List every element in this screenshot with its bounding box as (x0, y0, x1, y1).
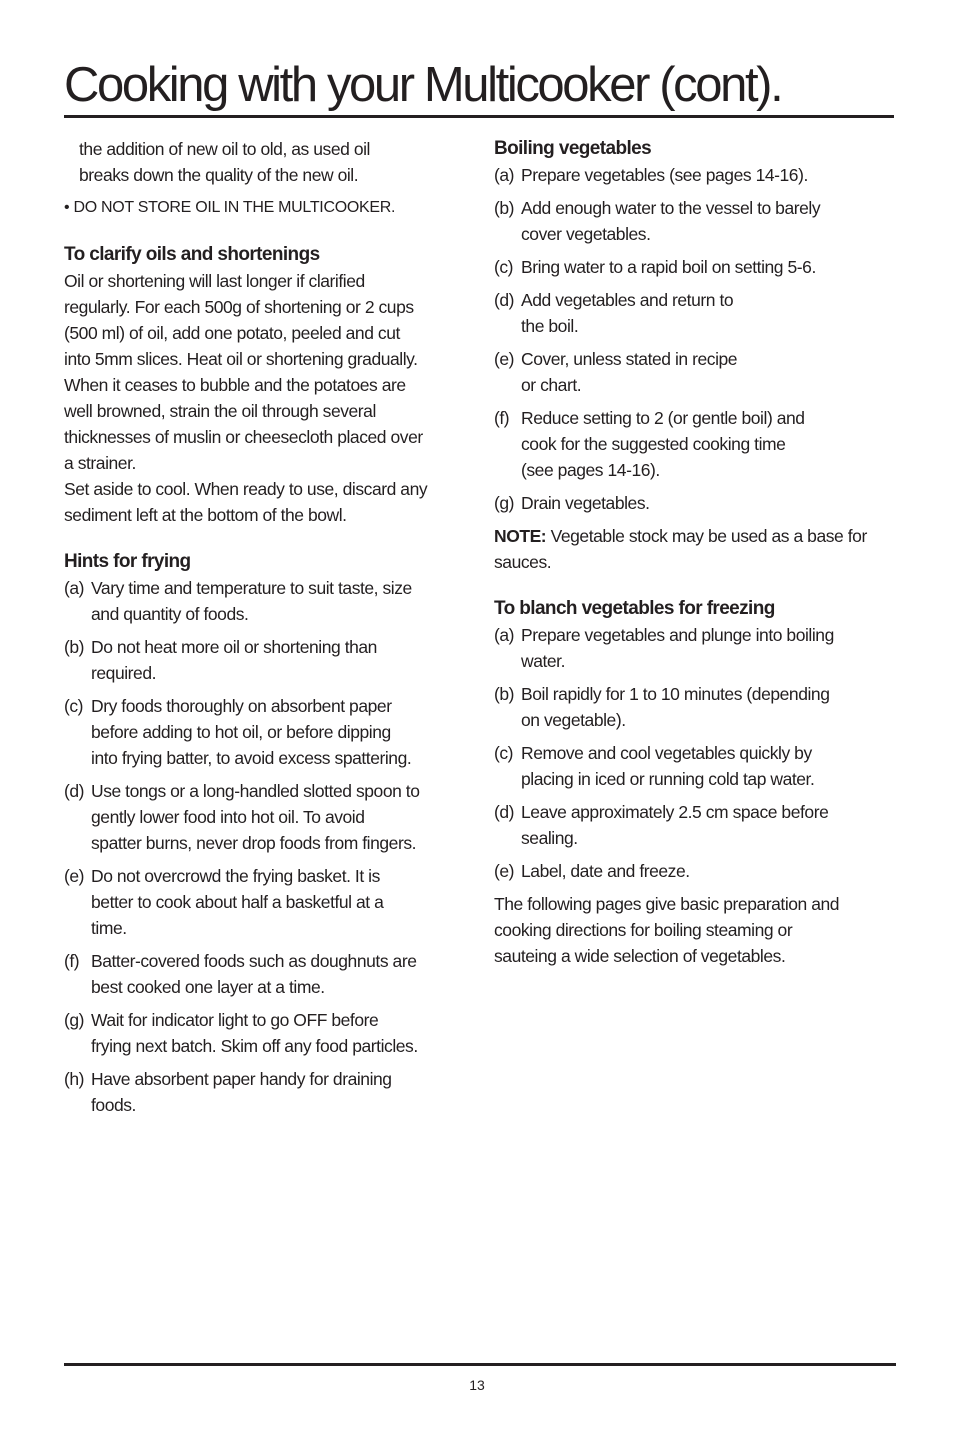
list-item (494, 858, 898, 884)
list-item (494, 681, 898, 733)
closing-paragraph: The following pages give basic preparation and cooking directions for boiling steaming or sauteing a wide selection of vegetables. (494, 894, 840, 966)
continuation-text: the addition of new oil to old, as used oil breaks down the quality of the new oil. (79, 139, 370, 185)
item-text: Use tongs or a long-handled slotted spoon to gently lower food into hot oil. To avoid spatter burns, never drop foods from fingers. (91, 781, 420, 853)
item-text: Add enough water to the vessel to barely cover vegetables. (521, 198, 821, 244)
list-item (64, 1007, 468, 1059)
item-label: (c) (494, 257, 514, 277)
footer-rule (64, 1363, 896, 1366)
list-item (494, 346, 898, 398)
list-item (64, 575, 468, 627)
item-label: (c) (494, 743, 514, 763)
item-label: (b) (64, 637, 85, 657)
item-text: Leave approximately 2.5 cm space before sealing. (521, 802, 829, 848)
item-label: (d) (494, 802, 515, 822)
list-item (494, 622, 898, 674)
boiling-note (494, 523, 898, 575)
item-text: Have absorbent paper handy for draining foods. (91, 1069, 392, 1115)
note-text: Vegetable stock may be used as a base for sauces. (494, 526, 867, 572)
note-label: NOTE: (494, 526, 547, 546)
item-text: Cover, unless stated in recipe or chart. (521, 349, 738, 395)
item-text: Do not heat more oil or shortening than required. (91, 637, 377, 683)
item-label: (f) (494, 408, 510, 428)
blanch-heading: To blanch vegetables for freezing (494, 598, 775, 619)
list-item (64, 863, 468, 941)
item-label: (b) (494, 198, 515, 218)
item-text: Prepare vegetables and plunge into boiling water. (521, 625, 834, 671)
item-label: (c) (64, 696, 84, 716)
item-text: Boil rapidly for 1 to 10 minutes (depending on vegetable). (521, 684, 830, 730)
item-text: Remove and cool vegetables quickly by placing in iced or running cold tap water. (521, 743, 815, 789)
item-text: Do not overcrowd the frying basket. It is better to cook about half a basketful at a time. (91, 866, 384, 938)
list-item (64, 693, 468, 771)
item-label: (a) (494, 625, 515, 645)
list-item (494, 254, 898, 280)
item-text: Label, date and freeze. (521, 861, 690, 881)
page-title: Cooking with your Multicooker (cont). (64, 58, 782, 112)
right-column (494, 136, 898, 969)
boiling-heading: Boiling vegetables (494, 138, 652, 159)
item-text: Prepare vegetables (see pages 14-16). (521, 165, 808, 185)
left-column (64, 136, 468, 1118)
item-text: Reduce setting to 2 (or gentle boil) and cook for the suggested cooking time (see pages 14-16). (521, 408, 805, 480)
list-item (64, 948, 468, 1000)
clarify-paragraph-1: Oil or shortening will last longer if clarified regularly. For each 500g of shortening or 2 cups (500 ml) of oil, add one potato, peeled and cut into 5mm slices. Heat oil or shortening gradually. When it ceases to bubble and the potatoes are well browned, strain the oil through several thicknesses of muslin or cheesecloth placed over a strainer. (64, 271, 423, 473)
clarify-paragraph-2: Set aside to cool. When ready to use, discard any sediment left at the bottom of the bowl. (64, 479, 428, 525)
hints-heading: Hints for frying (64, 551, 191, 572)
item-label: (f) (64, 951, 80, 971)
item-text: Wait for indicator light to go OFF before frying next batch. Skim off any food particles. (91, 1010, 418, 1056)
boiling-list (494, 162, 898, 516)
hints-list (64, 575, 468, 1118)
list-item (494, 490, 898, 516)
title-rule (64, 115, 894, 118)
item-text: Drain vegetables. (521, 493, 650, 513)
item-label: (d) (64, 781, 85, 801)
item-label: (a) (64, 578, 85, 598)
list-item (494, 799, 898, 851)
item-label: (b) (494, 684, 515, 704)
list-item (64, 1066, 468, 1118)
list-item (494, 287, 898, 339)
item-label: (g) (64, 1010, 85, 1030)
clarify-heading: To clarify oils and shortenings (64, 244, 320, 265)
page-number: 13 (469, 1377, 485, 1393)
item-label: (a) (494, 165, 515, 185)
item-label: (e) (64, 866, 85, 886)
list-item (494, 740, 898, 792)
list-item (64, 634, 468, 686)
storage-warning: • DO NOT STORE OIL IN THE MULTICOOKER. (64, 199, 396, 216)
item-text: Batter-covered foods such as doughnuts are best cooked one layer at a time. (91, 951, 417, 997)
item-label: (g) (494, 493, 515, 513)
item-text: Dry foods thoroughly on absorbent paper before adding to hot oil, or before dipping into frying batter, to avoid excess spattering. (91, 696, 412, 768)
blanch-list (494, 622, 898, 884)
item-label: (e) (494, 861, 515, 881)
item-text: Add vegetables and return to the boil. (521, 290, 734, 336)
item-text: Vary time and temperature to suit taste, size and quantity of foods. (91, 578, 412, 624)
item-text: Bring water to a rapid boil on setting 5-6. (521, 257, 816, 277)
item-label: (e) (494, 349, 515, 369)
item-label: (d) (494, 290, 515, 310)
list-item (64, 778, 468, 856)
item-label: (h) (64, 1069, 85, 1089)
list-item (494, 405, 898, 483)
list-item (494, 162, 898, 188)
list-item (494, 195, 898, 247)
